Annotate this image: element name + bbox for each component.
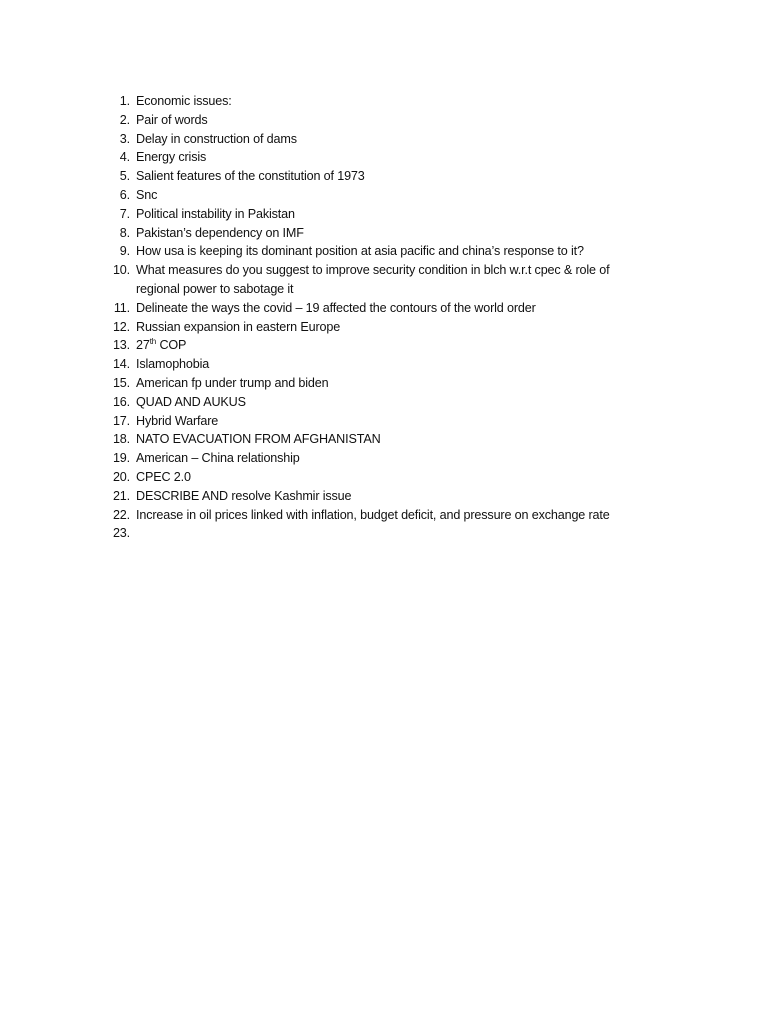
item-number: 17. — [112, 413, 130, 428]
item-text: Increase in oil prices linked with inflation, budget deficit, and pressure on exchange rate — [136, 507, 610, 522]
item-text-after: COP — [156, 338, 187, 353]
list-item — [108, 111, 648, 130]
item-text: How usa is keeping its dominant position at asia pacific and china’s response to it? — [136, 244, 584, 259]
list-item — [108, 393, 648, 412]
list-item — [108, 355, 648, 374]
item-number: 6. — [119, 187, 130, 202]
item-text: American – China relationship — [136, 451, 300, 466]
item-text: Delay in construction of dams — [136, 131, 297, 146]
item-number: 14. — [112, 357, 130, 372]
item-number: 19. — [112, 451, 130, 466]
list-item — [108, 468, 648, 487]
list-item — [108, 224, 648, 243]
item-number: 23. — [112, 526, 130, 541]
list-item — [108, 205, 648, 224]
list-item — [108, 430, 648, 449]
item-number: 22. — [112, 507, 130, 522]
list-item — [108, 487, 648, 506]
list-item — [108, 412, 648, 431]
item-text: Delineate the ways the covid – 19 affected the contours of the world order — [136, 300, 536, 315]
topic-list — [108, 92, 648, 543]
list-item — [108, 186, 648, 205]
item-text: Pair of words — [136, 112, 208, 127]
item-number: 8. — [119, 225, 130, 240]
item-number: 11. — [113, 300, 130, 315]
item-number: 4. — [119, 150, 130, 165]
list-item — [108, 261, 648, 299]
item-number: 10. — [112, 263, 130, 278]
item-number: 13. — [112, 338, 130, 353]
item-number: 15. — [112, 375, 130, 390]
ordinal-suffix: th — [149, 337, 157, 347]
item-number: 21. — [112, 488, 130, 503]
item-text: Russian expansion in eastern Europe — [136, 319, 341, 334]
item-text: NATO EVACUATION FROM AFGHANISTAN — [136, 432, 381, 447]
item-text: Political instability in Pakistan — [136, 206, 295, 221]
item-text: DESCRIBE AND resolve Kashmir issue — [136, 488, 352, 503]
item-number: 2. — [119, 112, 130, 127]
item-number: 18. — [112, 432, 130, 447]
item-text-wrapper — [130, 336, 648, 355]
item-text: QUAD AND AUKUS — [136, 394, 246, 409]
item-text: Economic issues: — [136, 94, 232, 108]
item-text: Salient features of the constitution of 1973 — [136, 169, 365, 184]
item-text: Energy crisis — [136, 150, 207, 165]
list-item — [108, 524, 648, 543]
item-text: What measures do you suggest to improve security condition in blch w.r.t cpec & role of regional power to sabotage it — [136, 263, 613, 296]
item-number: 20. — [112, 469, 130, 484]
list-item — [108, 449, 648, 468]
item-number: 16. — [112, 394, 130, 409]
item-text: Snc — [136, 187, 158, 202]
item-number: 5. — [119, 169, 130, 184]
item-number: 1. — [119, 94, 130, 108]
item-number: 12. — [112, 319, 130, 334]
item-text: Pakistan’s dependency on IMF — [136, 225, 304, 240]
list-item — [108, 148, 648, 167]
item-number: 9. — [119, 244, 130, 259]
item-text: 27 — [136, 338, 150, 353]
item-text: Hybrid Warfare — [136, 413, 219, 428]
item-number: 3. — [119, 131, 130, 146]
list-item — [108, 92, 648, 111]
list-item — [108, 336, 648, 355]
list-item — [108, 374, 648, 393]
list-item — [108, 242, 648, 261]
item-text: Islamophobia — [136, 357, 210, 372]
list-item — [108, 506, 648, 525]
list-item — [108, 167, 648, 186]
list-item — [108, 318, 648, 337]
item-text: CPEC 2.0 — [136, 469, 191, 484]
list-item — [108, 299, 648, 318]
item-number: 7. — [119, 206, 130, 221]
list-item — [108, 130, 648, 149]
item-text: American fp under trump and biden — [136, 375, 329, 390]
